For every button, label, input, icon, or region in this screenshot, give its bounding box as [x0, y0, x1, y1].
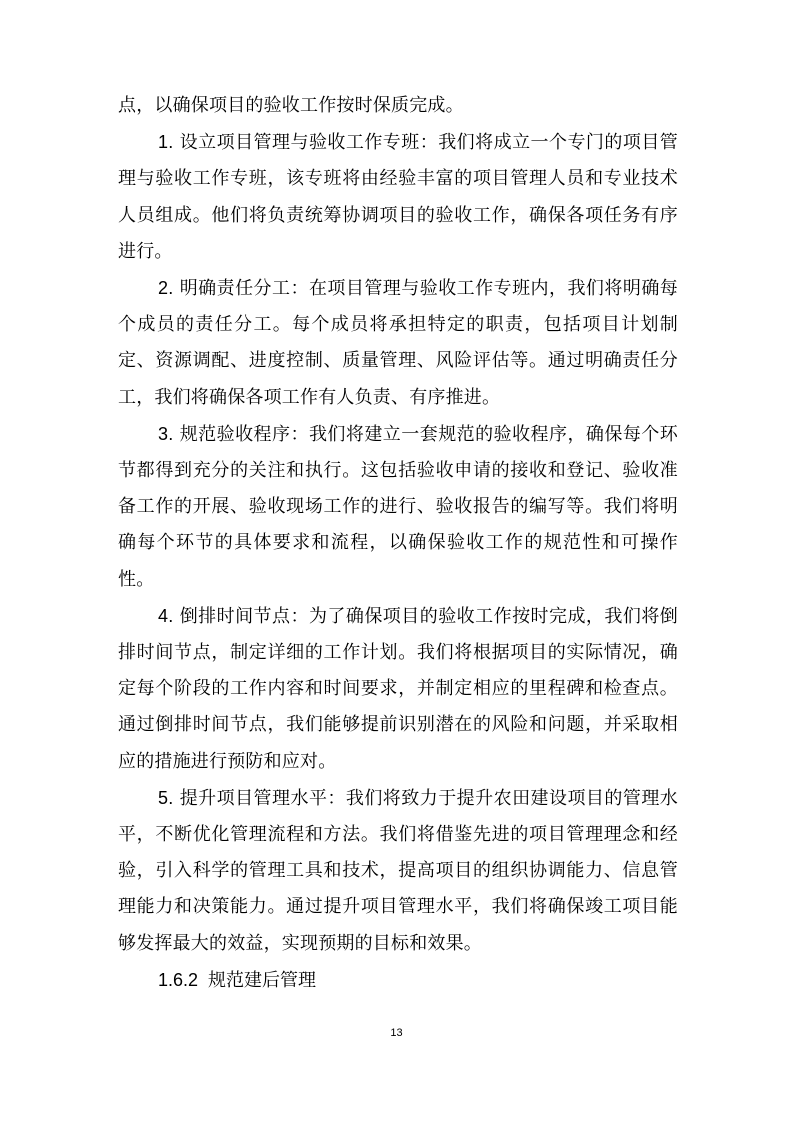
list-item-4-number: 4.: [158, 605, 174, 626]
list-item-3: [118, 416, 678, 598]
section-heading-number: 1.6.2: [158, 969, 199, 990]
list-item-5-number: 5.: [158, 787, 174, 808]
section-heading: [118, 962, 678, 999]
list-item-1: [118, 124, 678, 270]
list-item-4-text: 倒排时间节点：为了确保项目的验收工作按时完成，我们将倒排时间节点，制定详细的工作计划。我们将根据项目的实际情况，确定每个阶段的工作内容和时间要求，并制定相应的里程碑和检查点。通过倒排时间节点，我们能够提前识别潜在的风险和问题，并采取相应的措施进行预防和应对。: [118, 605, 678, 772]
list-item-1-text: 设立项目管理与验收工作专班：我们将成立一个专门的项目管理与验收工作专班，该专班将由经验丰富的项目管理人员和专业技术人员组成。他们将负责统筹协调项目的验收工作，确保各项任务有序进行。: [118, 132, 678, 262]
page-content: [118, 88, 678, 999]
list-item-5-text: 提升项目管理水平：我们将致力于提升农田建设项目的管理水平，不断优化管理流程和方法。我们将借鉴先进的项目管理理念和经验，引入科学的管理工具和技术，提高项目的组织协调能力、信息管理能力和决策能力。通过提升项目管理水平，我们将确保竣工项目能够发挥最大的效益，实现预期的目标和效果。: [118, 787, 678, 954]
list-item-1-number: 1.: [158, 132, 174, 153]
list-item-3-text: 规范验收程序：我们将建立一套规范的验收程序，确保每个环节都得到充分的关注和执行。这包括验收申请的接收和登记、验收准备工作的开展、验收现场工作的进行、验收报告的编写等。我们将明确每个环节的具体要求和流程，以确保验收工作的规范性和可操作性。: [118, 423, 678, 590]
section-heading-title: 规范建后管理: [208, 969, 317, 991]
list-item-5: [118, 780, 678, 962]
intro-paragraph: 点，以确保项目的验收工作按时保质完成。: [118, 95, 464, 116]
list-item-2-number: 2.: [158, 278, 174, 299]
list-item-4: [118, 598, 678, 780]
list-item-2-text: 明确责任分工：在项目管理与验收工作专班内，我们将明确每个成员的责任分工。每个成员将承担特定的职责，包括项目计划制定、资源调配、进度控制、质量管理、风险评估等。通过明确责任分工，我们将确保各项工作有人负责、有序推进。: [118, 278, 678, 408]
list-item-2: [118, 270, 678, 416]
list-item-3-number: 3.: [158, 423, 174, 444]
page-number: 13: [390, 1027, 403, 1039]
